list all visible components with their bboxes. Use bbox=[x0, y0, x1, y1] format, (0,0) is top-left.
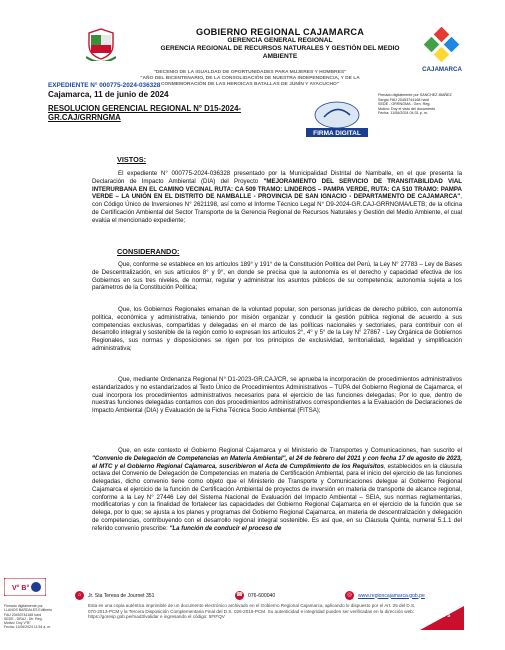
org-subtitle-2: GERENCIA REGIONAL DE RECURSOS NATURALES Y GESTIÓN DEL MEDIO AMBIENTE bbox=[160, 45, 400, 60]
visto-bueno-badge bbox=[4, 578, 46, 596]
paragraph-1: Que, conforme se establece en los artículos 189° y 191° de la Constitución Política del Perú, la Ley N° 27783 – Ley de Bases de Descentralización, en sus artículos 8° y 9°, en donde se precisa que la autonomía es el derecho y capacidad efectiva de los Gobiernos en sus tres niveles, de normar, regular y administrar los asuntos públicos de su competencia; autonomía sujeta a los parámetros de la Constitución Política; bbox=[92, 261, 462, 292]
document-date: Cajamarca, 11 de junio de 2024 bbox=[48, 90, 169, 99]
decade-statement: "DECENIO DE LA IGUALDAD DE OPORTUNIDADES PARA MUJERES Y HOMBRES" "AÑO DEL BICENTENARIO, DE LA CONSOLIDACIÓN DE NUESTRA INDEPENDENCIA, Y DE LA CONMEMORACIÓN DE LAS HEROICAS BATALLAS DE JUNÍN Y AYACUCHO" bbox=[140, 70, 360, 88]
digital-signature-badge bbox=[300, 97, 374, 141]
logo-caption: CAJAMARCA bbox=[422, 66, 462, 73]
visto-bueno-label: V° B° bbox=[12, 585, 30, 592]
section-considerando: CONSIDERANDO: bbox=[117, 247, 180, 256]
paragraph-3: Que, mediante Ordenanza Regional N° D1-2023-GR.CAJ/CR, se aprueba la incorporación de procedimientos administrativos estandarizados y no estandarizados al Texto Único de Procedimientos Administrativos – TUPA del Gobierno Regional de Cajamarca, el cual incorpora los procedimientos administrativos necesarios para el ejercicio de las funciones delegadas; Por lo que, dentro de nuestras funciones delegadas contamos con dos procedimientos administrativos correspondientes a la Evaluación de Declaraciones de Impacto Ambiental (DIA) y Evaluación de la Ficha Técnica Socio Ambiental (FITSA); bbox=[92, 376, 462, 414]
footer-disclaimer: Esta es una copia auténtica imprimible de un documento electrónico archivado en el Gobierno Regional Cajamarca, aplicando lo dispuesto por el Art. 25 del D.S. 070-2013-PCM y la Tercera Disposición Complementaria Final del D.S. 026-2016-PCM. Su autenticidad e integridad pueden ser verificadas en la dirección web: https://goresp.gob.pe/mad3/validar e ingresando el código: 5FIFQV bbox=[88, 603, 416, 619]
address-item: ⌂ Jr. Sta Teresa de Journet 351 bbox=[75, 591, 154, 600]
paragraph-4: Que, en este contexto el Gobierno Regional Cajamarca y el Ministerio de Transportes y Comunicaciones, han suscrito el "Convenio de Delegación de Competencias en Materia Ambiental", el 24 de febrero del 2021 y con fecha 17 de agosto de 2023, el MTC y el Gobierno Regional Cajamarca, suscribieron el Acta de Cumplimiento de los Requisitos, establecidos en la cláusula octava del Convenio de Delegación de Competencias en materia de Certificación Ambiental, para el inicio del ejercicio de las funciones delegadas, dicho convenio tiene como objeto que el Ministerio de Transporte y Comunicaciones delegue al Gobierno Regional Cajamarca el ejercicio de la función de Certificación Ambiental de proyectos de inversión en materia de transporte de alcance regional, conforme a la Ley N° 27446 Ley del Sistema Nacional de Evaluación del Impacto Ambiental – SEIA, sus normas reglamentarias, modificatorias y con la finalidad de fortalecer las capacidades del Gobierno Regional Cajamarca en el ejercicio de la función que se delega, por lo que; se ajusta a los planes y programas del Gobierno Regional Cajamarca, en materia de descentralización y delegación de competencias, contribuyendo con el desarrollo regional integral sostenible. Es así que, en su Cláusula Quinta, numeral 5.1.1 del referido convenio prescribe: "La función de conducir el proceso de bbox=[92, 447, 462, 532]
org-title: GOBIERNO REGIONAL CAJAMARCA bbox=[195, 27, 365, 37]
signature-details: Firmado digitalmente por SANCHEZ IBAÑEZ Sergio FAU 20453744168 hard SEDE - GRRNGMA - Gen. Reg. Motivo: Doy el visto del documento Fecha: 11/06/2024 04:31 p. m. bbox=[378, 93, 452, 116]
paragraph-2: Que, los Gobiernos Regionales emanan de la voluntad popular, son personas jurídicas de derecho público, con autonomía política, económica y administrativa, teniendo por misión organizar y conducir la gestión pública regional de acuerdo a sus competencias exclusivas, compartidas y delegadas en el marco de las políticas nacionales y sectoriales, para contribuir con el desarrollo integral y sostenible de la región como lo expresan los artículos 2°, 4° y 5° de la Ley N° 27867 - Ley Orgánica de Gobiernos Regionales, sus normas y disposiciones se rigen por los principios de exclusividad, territorialidad, legalidad y simplificación administrativa; bbox=[92, 306, 462, 352]
phone-icon: ☎ bbox=[236, 592, 243, 598]
location-pin-icon: ⌂ bbox=[75, 591, 84, 600]
website-item[interactable]: ◎ www.regioncajamarca.gob.pe bbox=[345, 591, 425, 600]
resolution-title: RESOLUCION GERENCIAL REGIONAL N° D15-2024-GR.CAJ/GRRNGMA bbox=[48, 104, 242, 122]
signature-badge-label: FIRMA DIGITAL bbox=[313, 130, 361, 137]
footer-signature-block bbox=[4, 578, 76, 630]
contact-bar bbox=[75, 588, 465, 602]
footer-signer-details: Firmado digitalmente por LLANOS BARDALES Edilberto FAU 20453744168 hard SEDE - DRAJ - Dir. Reg. Motivo: Doy V°B° Fecha: 11/06/2024 11:54 a. m. bbox=[4, 604, 53, 630]
cajamarca-logo-icon bbox=[420, 27, 465, 69]
organization-header bbox=[150, 27, 410, 61]
expediente-number: EXPEDIENTE N° 000775-2024-036328 bbox=[48, 82, 161, 89]
org-subtitle-1: GERENCIA GENERAL REGIONAL bbox=[227, 37, 333, 44]
peru-coat-of-arms-icon bbox=[86, 27, 116, 61]
page-number: Pág 1 / 5 bbox=[428, 613, 451, 619]
phone-item: ☎ 076-600040 bbox=[236, 592, 276, 599]
section-vistos: VISTOS: bbox=[117, 155, 147, 164]
paragraph-vistos: El expediente N° 000775-2024-036328 presentado por la Municipalidad Distrital de Namballe, en el que presenta la Declaración de Impacto Ambiental (DIA) del Proyecto "MEJORAMIENTO DEL SERVICIO DE TRANSITABILIDAD VIAL INTERURBANA EN EL CAMINO VECINAL RUTA: CA 509 TRAMO: LINDEROS – PAMPA VERDE, RUTA: CA 510 TRAMO: PAMPA VERDE – LA UNIÓN EN EL DISTRITO DE NAMBALLE - PROVINCIA DE SAN IGNACIO - DEPARTAMENTO DE CAJAMARCA", con Código Único de Inversiones N° 2621198, así como el Informe Técnico Legal N° D9-2024-GR.CAJ-GRRNGMA/LETB; de la oficina de Certificación Ambiental del Sector Transporte de la Gerencia Regional de Recursos Naturales y Gestión del Medio Ambiente, el cual evalúa el mencionado expediente; bbox=[92, 170, 463, 224]
globe-icon: ◎ bbox=[345, 591, 354, 600]
